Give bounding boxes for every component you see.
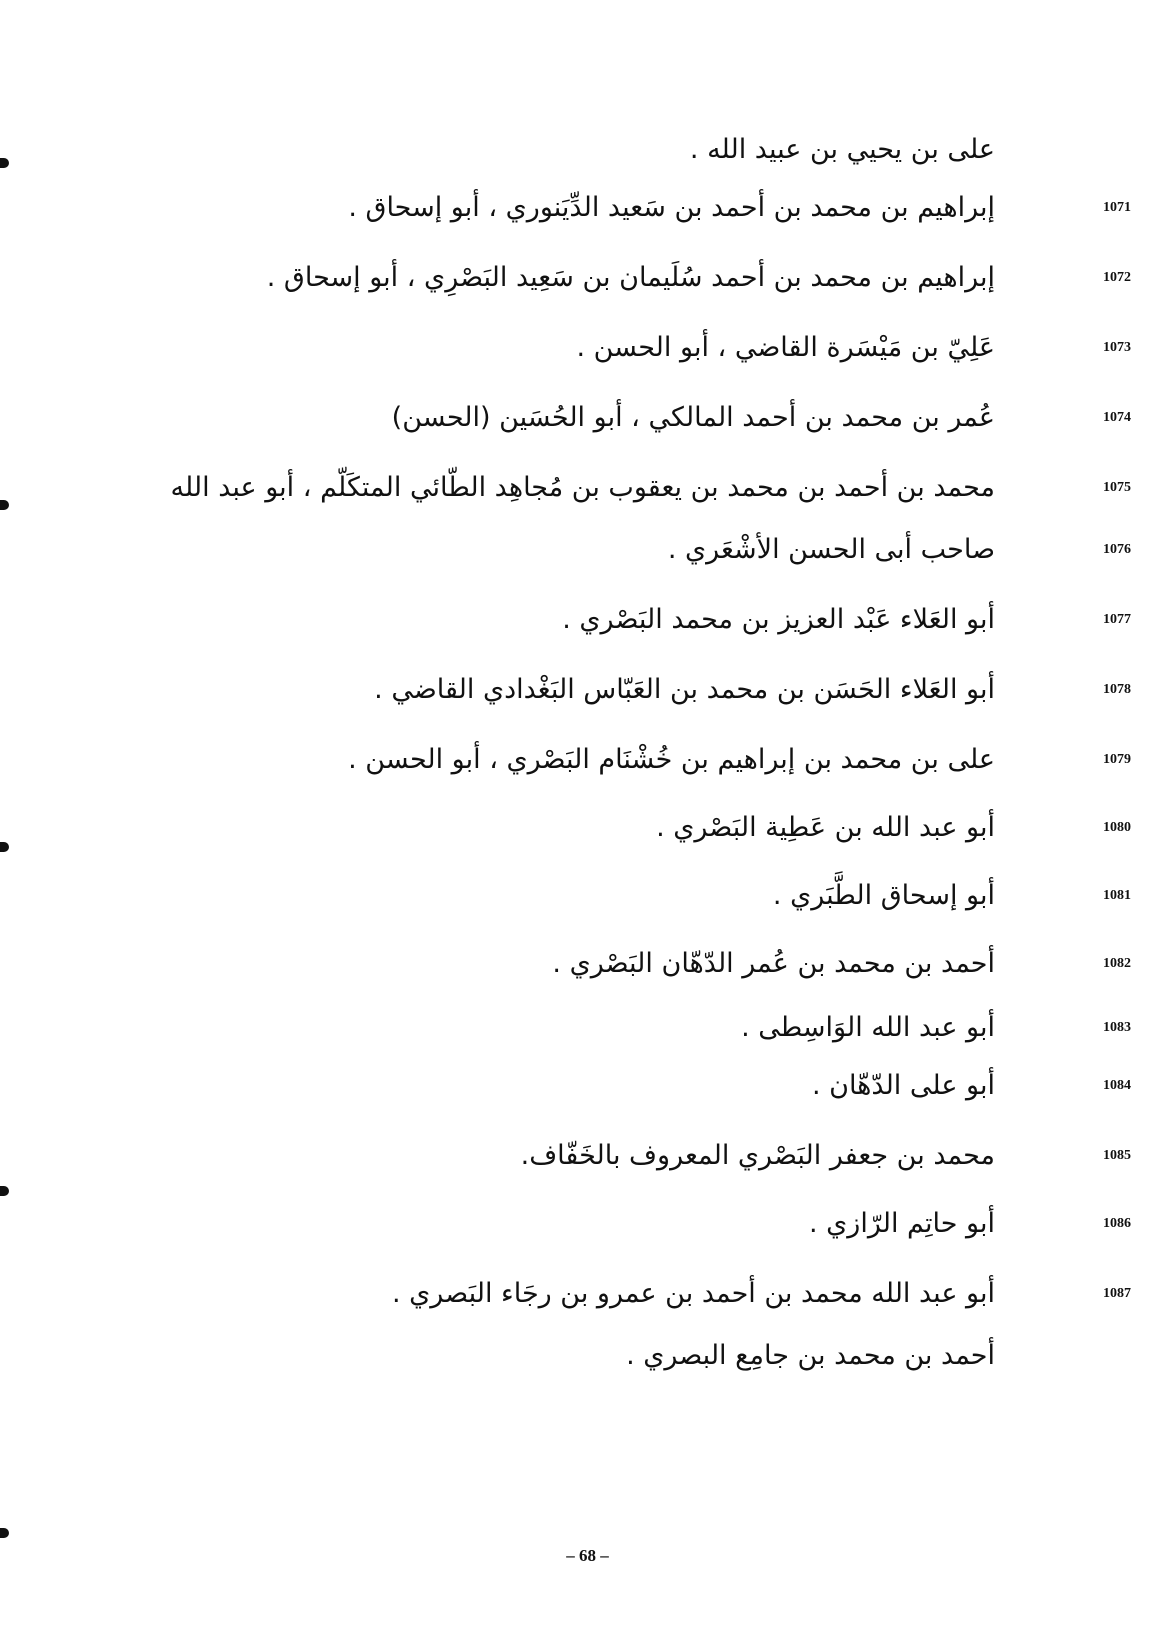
scan-edge-mark xyxy=(0,1528,9,1538)
list-item xyxy=(95,600,1131,660)
entry-text: عُمر بن محمد بن أحمد المالكي ، أبو الحُسَين (الحسن) xyxy=(391,402,995,433)
entry-text: محمد بن جعفر البَصْري المعروف بالخَفّاف. xyxy=(520,1140,995,1171)
entry-text: صاحب أبى الحسن الأشْعَري . xyxy=(667,534,995,565)
entry-text: أبو العَلاء عَبْد العزيز بن محمد البَصْري . xyxy=(562,604,995,635)
entry-text: عَلِيّ بن مَيْسَرة القاضي ، أبو الحسن . xyxy=(576,332,995,363)
entry-number: 1080 xyxy=(1103,820,1131,835)
entry-text: أبو حاتِم الرّازي . xyxy=(809,1208,995,1239)
entry-text: على بن محمد بن إبراهيم بن خُشْنَام البَصْري ، أبو الحسن . xyxy=(348,744,995,775)
list-item xyxy=(95,670,1131,730)
entry-text: أبو إسحاق الطَّبَري . xyxy=(772,880,995,911)
list-item xyxy=(95,1066,1131,1126)
scan-edge-mark xyxy=(0,1186,9,1196)
entry-text: أبو عبد الله بن عَطِية البَصْري . xyxy=(656,812,995,843)
scan-edge-mark xyxy=(0,842,9,852)
entry-number: 1076 xyxy=(1103,542,1131,557)
entry-text: أحمد بن محمد بن عُمر الدّهّان البَصْري . xyxy=(552,948,995,979)
list-item xyxy=(95,258,1131,318)
scan-edge-mark xyxy=(0,500,9,510)
entry-text: أبو عبد الله الوَاسِطى . xyxy=(741,1012,995,1043)
entry-text: أبو العَلاء الحَسَن بن محمد بن العَبّاس البَغْدادي القاضي . xyxy=(374,674,995,705)
entry-text: محمد بن أحمد بن محمد بن يعقوب بن مُجاهِد الطّائي المتكَلّم ، أبو عبد الله xyxy=(170,472,995,503)
list-item xyxy=(95,468,1131,528)
entry-number: 1079 xyxy=(1103,752,1131,767)
list-item xyxy=(95,398,1131,458)
entry-text: إبراهيم بن محمد بن أحمد بن سَعيد الدِّيَنوري ، أبو إسحاق . xyxy=(348,192,995,223)
list-item xyxy=(95,188,1131,248)
list-item xyxy=(95,1204,1131,1264)
entry-number: 1086 xyxy=(1103,1216,1131,1231)
entry-number: 1081 xyxy=(1103,888,1131,903)
entry-number: 1072 xyxy=(1103,270,1131,285)
list-item xyxy=(95,1274,1131,1334)
entry-number: 1085 xyxy=(1103,1148,1131,1163)
entry-text: إبراهيم بن محمد بن أحمد سُلَيمان بن سَعِيد البَصْرِي ، أبو إسحاق . xyxy=(266,262,995,293)
entry-number: 1073 xyxy=(1103,340,1131,355)
entry-text: أحمد بن محمد بن جامِع البصري . xyxy=(626,1340,995,1371)
scan-edge-mark xyxy=(0,158,9,168)
page-number: – 68 – xyxy=(566,1546,609,1565)
entry-text: على بن يحيي بن عبيد الله . xyxy=(689,134,995,165)
entry-number: 1084 xyxy=(1103,1078,1131,1093)
entry-number: 1087 xyxy=(1103,1286,1131,1301)
list-item xyxy=(95,328,1131,388)
list-item xyxy=(95,876,1131,936)
list-item xyxy=(95,944,1131,1004)
entry-number: 1074 xyxy=(1103,410,1131,425)
list-item xyxy=(95,1336,995,1396)
entry-number: 1078 xyxy=(1103,682,1131,697)
entry-number: 1071 xyxy=(1103,200,1131,215)
entry-text: أبو على الدّهّان . xyxy=(811,1070,995,1101)
list-item xyxy=(95,1136,1131,1196)
list-item xyxy=(95,130,995,190)
list-item xyxy=(95,808,1131,868)
list-item xyxy=(95,530,1131,590)
entry-number: 1077 xyxy=(1103,612,1131,627)
entry-number: 1083 xyxy=(1103,1020,1131,1035)
entry-number: 1075 xyxy=(1103,480,1131,495)
entry-number: 1082 xyxy=(1103,956,1131,971)
entry-text: أبو عبد الله محمد بن أحمد بن عمرو بن رجَاء البَصري . xyxy=(391,1278,995,1309)
list-item xyxy=(95,1008,1131,1068)
list-item xyxy=(95,740,1131,800)
